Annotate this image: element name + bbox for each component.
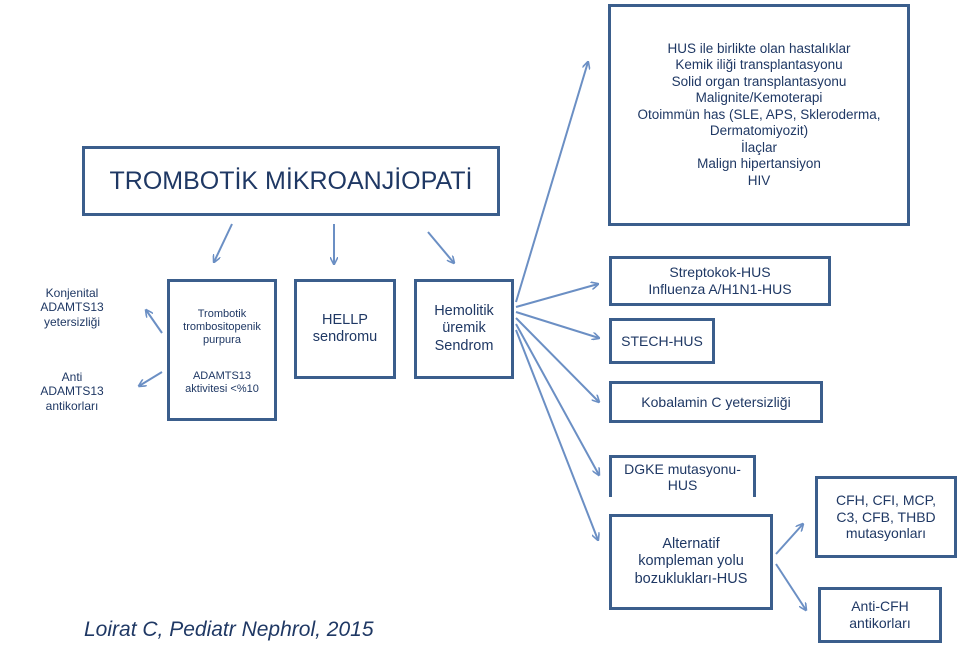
hellp-line: HELLP — [322, 311, 368, 328]
arrow-to-anti-cfh — [776, 564, 806, 610]
antibodies-line: Anti — [61, 370, 83, 384]
arrow-to-strep — [516, 284, 598, 307]
hus-associated-line: Kemik iliği transplantasyonu — [675, 57, 843, 73]
ttp-adamts13-activity — [185, 370, 259, 396]
cfh-mutations-line: CFH, CFI, MCP, — [835, 491, 937, 508]
dgke-line: HUS — [667, 476, 698, 493]
hus-associated-line: Dermatomiyozit) — [709, 123, 809, 139]
ttp-adamts-line: ADAMTS13 — [192, 370, 252, 383]
title-box — [82, 146, 500, 216]
congenital-adamts13-label — [30, 286, 114, 329]
ttp-name-line: trombositopenik — [183, 320, 261, 333]
hellp-box — [294, 279, 396, 379]
antibodies-line: antikorları — [45, 398, 99, 413]
hus-line: Hemolitik — [434, 302, 494, 319]
anti-adamts13-label — [30, 370, 114, 413]
diagram-title: TROMBOTİK MİKROANJİOPATİ — [109, 167, 473, 195]
arrow-to-ttp — [214, 224, 232, 262]
dgke-line: DGKE mutasyonu- — [624, 461, 741, 478]
cfh-mutations-line: C3, CFB, THBD — [836, 508, 936, 525]
dgke-hus-box — [609, 455, 756, 497]
anti-cfh-line: Anti-CFH — [851, 598, 909, 615]
hus-line: üremik — [442, 320, 486, 337]
alt-complement-line: kompleman yolu — [638, 553, 744, 570]
hus-associated-line: HUS ile birlikte olan hastalıklar — [667, 40, 851, 56]
hus-associated-diseases-box — [608, 4, 910, 226]
ttp-box — [167, 279, 277, 421]
congenital-line: ADAMTS13 — [40, 300, 104, 315]
congenital-line: yetersizliği — [43, 314, 100, 329]
arrow-to-congenital — [146, 310, 162, 333]
hus-box — [414, 279, 514, 379]
cobalamin-c-box — [609, 381, 823, 423]
hus-associated-line: İlaçlar — [740, 139, 777, 155]
arrow-to-stech — [516, 312, 599, 338]
stech-hus-box — [609, 318, 715, 364]
strep-line: Streptokok-HUS — [669, 264, 771, 281]
arrow-to-hus — [428, 232, 454, 263]
antibodies-line: ADAMTS13 — [40, 384, 104, 399]
ttp-name-line: purpura — [203, 333, 241, 346]
hus-associated-line: Malignite/Kemoterapi — [695, 90, 823, 106]
hus-associated-line: HIV — [747, 172, 771, 188]
hus-associated-line: Otoimmün has (SLE, APS, Skleroderma, — [637, 106, 881, 122]
ttp-adamts-line: aktivitesi <%10 — [185, 383, 259, 396]
anti-cfh-box — [818, 587, 942, 643]
strep-line: Influenza A/H1N1-HUS — [648, 281, 792, 297]
hus-associated-line: Malign hipertansiyon — [697, 156, 821, 172]
arrow-to-alt-complement — [516, 330, 598, 540]
alternative-complement-box — [609, 514, 773, 610]
stech-label: STECH-HUS — [621, 332, 703, 349]
arrow-to-antibodies — [139, 372, 162, 386]
hus-associated-line: Solid organ transplantasyonu — [671, 73, 847, 89]
ttp-name-line: Trombotik — [197, 307, 247, 320]
hus-line: Sendrom — [434, 337, 494, 354]
arrow-to-hus-associated — [516, 62, 588, 302]
hellp-line: sendromu — [312, 329, 378, 345]
alt-complement-line: bozuklukları-HUS — [634, 570, 748, 587]
arrow-to-dgke — [516, 324, 599, 475]
reference-citation: Loirat C, Pediatr Nephrol, 2015 — [84, 618, 374, 641]
arrow-to-cfh-mutations — [776, 524, 803, 554]
ttp-name — [183, 308, 261, 348]
cobalamin-label: Kobalamin C yetersizliği — [641, 393, 791, 410]
complement-mutations-box — [815, 476, 957, 558]
alt-complement-line: Alternatif — [662, 535, 720, 552]
strep-influenza-hus-box — [609, 256, 831, 306]
anti-cfh-line: antikorları — [849, 615, 911, 631]
congenital-line: Konjenital — [45, 286, 99, 300]
cfh-mutations-line: mutasyonları — [845, 525, 927, 542]
